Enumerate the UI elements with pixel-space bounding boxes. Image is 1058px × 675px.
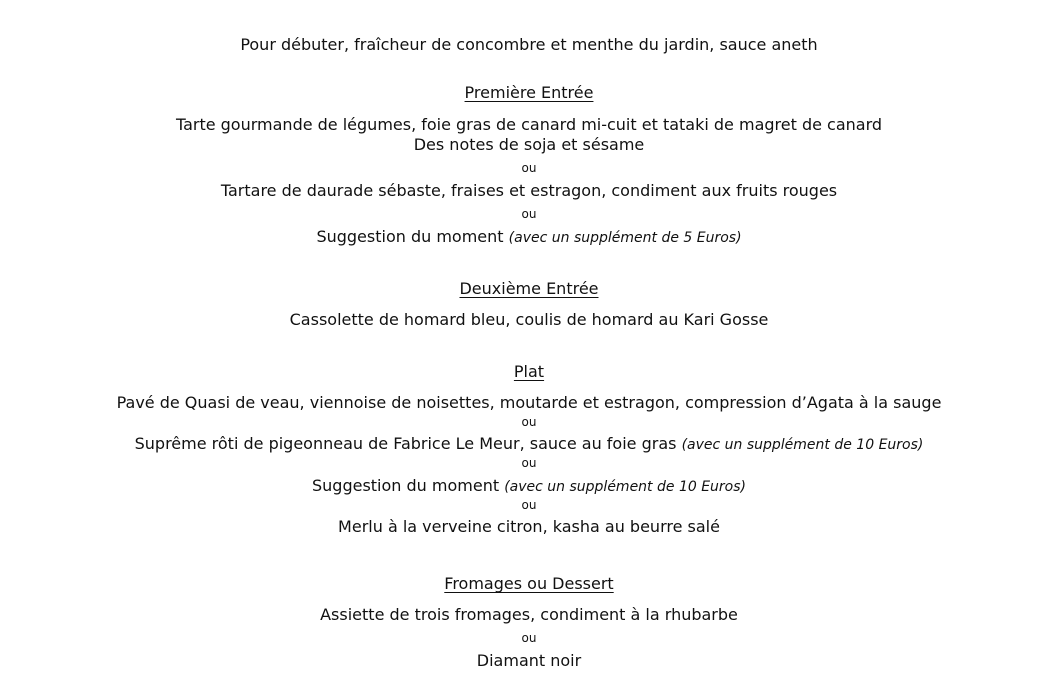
menu-item bbox=[0, 434, 1058, 455]
or-separator: ou bbox=[521, 498, 537, 512]
menu-item: Pavé de Quasi de veau, viennoise de noisettes, moutarde et estragon, compression d’Agata à la sauge bbox=[116, 393, 942, 412]
supplement-note: (avec un supplément de 5 Euros) bbox=[508, 230, 742, 246]
or-separator: ou bbox=[521, 456, 537, 470]
intro-line: Pour débuter, fraîcheur de concombre et menthe du jardin, sauce aneth bbox=[240, 35, 818, 54]
menu-item: Cassolette de homard bleu, coulis de homard au Kari Gosse bbox=[289, 310, 769, 329]
menu-item-label: Suggestion du moment bbox=[311, 476, 500, 495]
or-separator: ou bbox=[521, 161, 537, 175]
section-heading-plat: Plat bbox=[513, 362, 545, 381]
or-separator: ou bbox=[521, 415, 537, 429]
menu-item-label: Suprême rôti de pigeonneau de Fabrice Le Meur, sauce au foie gras bbox=[134, 434, 677, 453]
menu-item: Tartare de daurade sébaste, fraises et estragon, condiment aux fruits rouges bbox=[220, 181, 838, 200]
or-separator: ou bbox=[521, 207, 537, 221]
menu-item bbox=[0, 227, 1058, 248]
section-heading-fromages-dessert: Fromages ou Dessert bbox=[444, 574, 614, 593]
supplement-note: (avec un supplément de 10 Euros) bbox=[681, 437, 924, 453]
menu-item bbox=[0, 476, 1058, 497]
menu-item-subline: Des notes de soja et sésame bbox=[413, 135, 645, 154]
menu-item: Assiette de trois fromages, condiment à la rhubarbe bbox=[320, 605, 738, 624]
supplement-note: (avec un supplément de 10 Euros) bbox=[504, 479, 747, 495]
menu-item-label: Suggestion du moment bbox=[316, 227, 504, 246]
menu-item: Diamant noir bbox=[476, 651, 582, 670]
menu-item: Tarte gourmande de légumes, foie gras de canard mi-cuit et tataki de magret de canard bbox=[175, 115, 883, 134]
or-separator: ou bbox=[521, 631, 537, 645]
section-heading-premiere-entree: Première Entrée bbox=[464, 83, 594, 102]
menu-item: Merlu à la verveine citron, kasha au beurre salé bbox=[338, 517, 720, 536]
section-heading-deuxieme-entree: Deuxième Entrée bbox=[459, 279, 599, 298]
